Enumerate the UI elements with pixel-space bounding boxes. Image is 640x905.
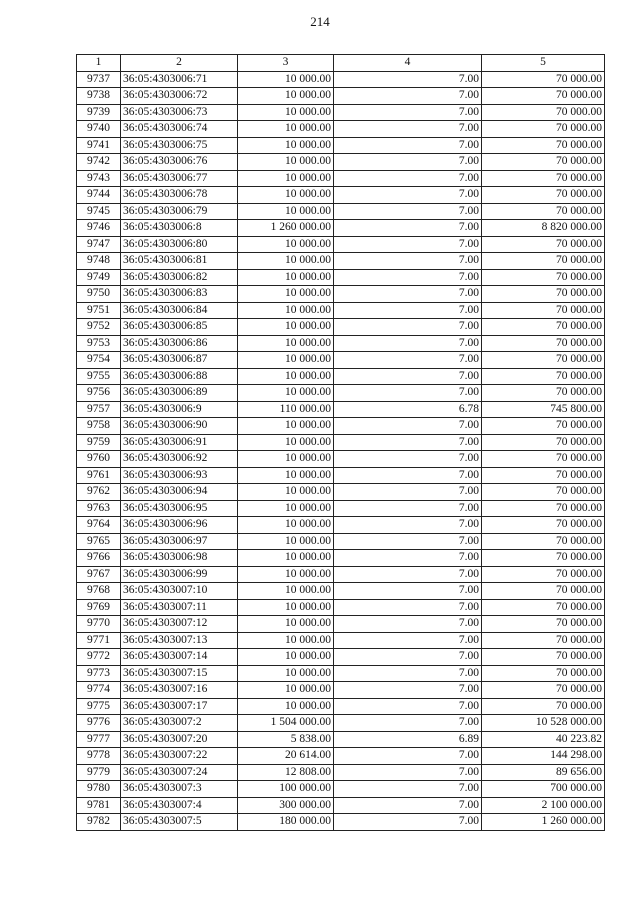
table-row [77,121,605,138]
column-5-cell: 70 000.00 [482,434,605,451]
row-number-cell: 9779 [77,764,121,781]
table-row [77,517,605,534]
table-row [77,649,605,666]
column-3-cell: 10 000.00 [238,550,334,567]
column-5-cell: 70 000.00 [482,649,605,666]
cadastral-number-cell: 36:05:4303006:76 [121,154,238,171]
column-3-cell: 100 000.00 [238,781,334,798]
column-3-cell: 5 838.00 [238,731,334,748]
cadastral-number-cell: 36:05:4303006:82 [121,269,238,286]
column-5-cell: 70 000.00 [482,302,605,319]
column-3-cell: 10 000.00 [238,203,334,220]
column-3-cell: 10 000.00 [238,236,334,253]
row-number-cell: 9778 [77,748,121,765]
table-row [77,88,605,105]
column-4-cell: 7.00 [334,104,482,121]
column-4-cell: 7.00 [334,170,482,187]
table-row [77,698,605,715]
cadastral-number-cell: 36:05:4303006:93 [121,467,238,484]
cadastral-number-cell: 36:05:4303007:5 [121,814,238,831]
table-row [77,616,605,633]
table-row [77,632,605,649]
row-number-cell: 9749 [77,269,121,286]
column-5-cell: 745 800.00 [482,401,605,418]
cadastral-number-cell: 36:05:4303006:92 [121,451,238,468]
table-row [77,302,605,319]
column-4-cell: 7.00 [334,319,482,336]
table-row [77,715,605,732]
column-3-cell: 10 000.00 [238,599,334,616]
row-number-cell: 9756 [77,385,121,402]
column-5-cell: 70 000.00 [482,71,605,88]
table-row [77,203,605,220]
column-3-cell: 10 000.00 [238,253,334,270]
column-4-cell: 7.00 [334,368,482,385]
column-3-cell: 10 000.00 [238,632,334,649]
column-5-cell: 70 000.00 [482,665,605,682]
row-number-cell: 9768 [77,583,121,600]
row-number-cell: 9740 [77,121,121,138]
table-row [77,781,605,798]
column-5-cell: 70 000.00 [482,599,605,616]
column-3-cell: 10 000.00 [238,352,334,369]
cadastral-number-cell: 36:05:4303006:90 [121,418,238,435]
column-3-cell: 10 000.00 [238,434,334,451]
column-3-cell: 10 000.00 [238,566,334,583]
row-number-cell: 9746 [77,220,121,237]
table-row [77,550,605,567]
column-3-cell: 10 000.00 [238,517,334,534]
table-row [77,665,605,682]
column-header-1: 1 [77,55,121,72]
column-3-cell: 10 000.00 [238,286,334,303]
row-number-cell: 9770 [77,616,121,633]
cadastral-number-cell: 36:05:4303006:73 [121,104,238,121]
column-4-cell: 7.00 [334,550,482,567]
cadastral-number-cell: 36:05:4303006:99 [121,566,238,583]
table-row [77,385,605,402]
row-number-cell: 9775 [77,698,121,715]
cadastral-number-cell: 36:05:4303006:86 [121,335,238,352]
column-5-cell: 70 000.00 [482,550,605,567]
table-row [77,154,605,171]
column-3-cell: 1 260 000.00 [238,220,334,237]
table-row [77,401,605,418]
column-4-cell: 7.00 [334,302,482,319]
column-4-cell: 7.00 [334,500,482,517]
cadastral-number-cell: 36:05:4303006:80 [121,236,238,253]
column-3-cell: 10 000.00 [238,418,334,435]
table-row [77,170,605,187]
table-row [77,137,605,154]
column-3-cell: 1 504 000.00 [238,715,334,732]
row-number-cell: 9753 [77,335,121,352]
column-3-cell: 10 000.00 [238,451,334,468]
row-number-cell: 9738 [77,88,121,105]
cadastral-number-cell: 36:05:4303006:83 [121,286,238,303]
column-5-cell: 70 000.00 [482,319,605,336]
table-row [77,533,605,550]
row-number-cell: 9782 [77,814,121,831]
row-number-cell: 9765 [77,533,121,550]
table-row [77,500,605,517]
column-3-cell: 10 000.00 [238,137,334,154]
column-4-cell: 7.00 [334,203,482,220]
column-4-cell: 7.00 [334,566,482,583]
cadastral-number-cell: 36:05:4303006:96 [121,517,238,534]
column-4-cell: 7.00 [334,616,482,633]
column-4-cell: 7.00 [334,253,482,270]
table-row [77,797,605,814]
column-5-cell: 70 000.00 [482,484,605,501]
cadastral-number-cell: 36:05:4303007:15 [121,665,238,682]
column-4-cell: 7.00 [334,599,482,616]
column-4-cell: 7.00 [334,187,482,204]
column-5-cell: 70 000.00 [482,335,605,352]
row-number-cell: 9751 [77,302,121,319]
table-row [77,335,605,352]
column-4-cell: 7.00 [334,236,482,253]
column-3-cell: 10 000.00 [238,385,334,402]
table-row [77,451,605,468]
cadastral-number-cell: 36:05:4303006:77 [121,170,238,187]
cadastral-number-cell: 36:05:4303006:85 [121,319,238,336]
row-number-cell: 9748 [77,253,121,270]
table-row [77,253,605,270]
column-5-cell: 2 100 000.00 [482,797,605,814]
row-number-cell: 9760 [77,451,121,468]
row-number-cell: 9744 [77,187,121,204]
column-header-2: 2 [121,55,238,72]
row-number-cell: 9764 [77,517,121,534]
row-number-cell: 9766 [77,550,121,567]
cadastral-number-cell: 36:05:4303007:14 [121,649,238,666]
column-5-cell: 70 000.00 [482,583,605,600]
column-5-cell: 8 820 000.00 [482,220,605,237]
cadastral-number-cell: 36:05:4303006:81 [121,253,238,270]
column-5-cell: 70 000.00 [482,368,605,385]
column-header-4: 4 [334,55,482,72]
table-header-row [77,55,605,72]
cadastral-number-cell: 36:05:4303006:8 [121,220,238,237]
column-3-cell: 10 000.00 [238,71,334,88]
table-row [77,764,605,781]
cadastral-number-cell: 36:05:4303007:12 [121,616,238,633]
cadastral-number-cell: 36:05:4303006:78 [121,187,238,204]
cadastral-number-cell: 36:05:4303006:91 [121,434,238,451]
column-5-cell: 70 000.00 [482,236,605,253]
table-row [77,484,605,501]
column-4-cell: 7.00 [334,418,482,435]
cadastral-number-cell: 36:05:4303007:3 [121,781,238,798]
row-number-cell: 9750 [77,286,121,303]
column-5-cell: 70 000.00 [482,500,605,517]
table-row [77,236,605,253]
table-row [77,583,605,600]
cadastral-number-cell: 36:05:4303007:13 [121,632,238,649]
column-5-cell: 70 000.00 [482,451,605,468]
column-3-cell: 10 000.00 [238,269,334,286]
column-3-cell: 10 000.00 [238,187,334,204]
column-3-cell: 12 808.00 [238,764,334,781]
column-3-cell: 110 000.00 [238,401,334,418]
column-3-cell: 10 000.00 [238,170,334,187]
cadastral-number-cell: 36:05:4303006:89 [121,385,238,402]
table-row [77,814,605,831]
cadastral-number-cell: 36:05:4303006:94 [121,484,238,501]
table-row [77,566,605,583]
column-4-cell: 7.00 [334,88,482,105]
table-row [77,220,605,237]
column-5-cell: 40 223.82 [482,731,605,748]
cadastral-number-cell: 36:05:4303007:10 [121,583,238,600]
column-5-cell: 89 656.00 [482,764,605,781]
cadastral-number-cell: 36:05:4303007:2 [121,715,238,732]
column-4-cell: 7.00 [334,583,482,600]
column-4-cell: 7.00 [334,352,482,369]
column-3-cell: 10 000.00 [238,665,334,682]
column-5-cell: 1 260 000.00 [482,814,605,831]
column-4-cell: 7.00 [334,764,482,781]
column-4-cell: 7.00 [334,797,482,814]
table-row [77,434,605,451]
column-5-cell: 70 000.00 [482,632,605,649]
column-3-cell: 10 000.00 [238,616,334,633]
column-4-cell: 7.00 [334,154,482,171]
column-5-cell: 144 298.00 [482,748,605,765]
column-3-cell: 10 000.00 [238,467,334,484]
column-4-cell: 7.00 [334,434,482,451]
column-header-5: 5 [482,55,605,72]
column-3-cell: 10 000.00 [238,335,334,352]
row-number-cell: 9774 [77,682,121,699]
column-5-cell: 70 000.00 [482,154,605,171]
row-number-cell: 9758 [77,418,121,435]
row-number-cell: 9771 [77,632,121,649]
row-number-cell: 9742 [77,154,121,171]
column-4-cell: 7.00 [334,533,482,550]
table-row [77,187,605,204]
column-header-3: 3 [238,55,334,72]
column-5-cell: 70 000.00 [482,385,605,402]
cadastral-number-cell: 36:05:4303007:11 [121,599,238,616]
column-5-cell: 70 000.00 [482,187,605,204]
table-row [77,418,605,435]
column-4-cell: 7.00 [334,698,482,715]
column-3-cell: 10 000.00 [238,319,334,336]
data-table [76,54,605,831]
cadastral-number-cell: 36:05:4303006:75 [121,137,238,154]
row-number-cell: 9754 [77,352,121,369]
row-number-cell: 9772 [77,649,121,666]
column-5-cell: 70 000.00 [482,203,605,220]
column-4-cell: 7.00 [334,748,482,765]
cadastral-number-cell: 36:05:4303006:79 [121,203,238,220]
row-number-cell: 9776 [77,715,121,732]
row-number-cell: 9761 [77,467,121,484]
table-body [77,71,605,830]
column-3-cell: 10 000.00 [238,121,334,138]
column-5-cell: 70 000.00 [482,352,605,369]
table-row [77,352,605,369]
column-3-cell: 10 000.00 [238,302,334,319]
column-5-cell: 70 000.00 [482,566,605,583]
column-4-cell: 7.00 [334,121,482,138]
column-5-cell: 70 000.00 [482,170,605,187]
column-4-cell: 7.00 [334,665,482,682]
cadastral-number-cell: 36:05:4303006:84 [121,302,238,319]
table-row [77,467,605,484]
column-4-cell: 7.00 [334,649,482,666]
cadastral-number-cell: 36:05:4303006:98 [121,550,238,567]
column-5-cell: 70 000.00 [482,418,605,435]
table-row [77,319,605,336]
column-4-cell: 7.00 [334,484,482,501]
row-number-cell: 9755 [77,368,121,385]
column-5-cell: 70 000.00 [482,467,605,484]
column-3-cell: 300 000.00 [238,797,334,814]
column-4-cell: 7.00 [334,385,482,402]
table-row [77,682,605,699]
column-5-cell: 70 000.00 [482,286,605,303]
column-5-cell: 70 000.00 [482,682,605,699]
column-5-cell: 70 000.00 [482,137,605,154]
row-number-cell: 9777 [77,731,121,748]
column-3-cell: 180 000.00 [238,814,334,831]
column-4-cell: 7.00 [334,682,482,699]
column-4-cell: 7.00 [334,335,482,352]
cadastral-number-cell: 36:05:4303006:74 [121,121,238,138]
column-4-cell: 7.00 [334,632,482,649]
cadastral-number-cell: 36:05:4303007:20 [121,731,238,748]
cadastral-number-cell: 36:05:4303007:17 [121,698,238,715]
table-row [77,71,605,88]
cadastral-number-cell: 36:05:4303006:87 [121,352,238,369]
table-row [77,104,605,121]
row-number-cell: 9769 [77,599,121,616]
column-3-cell: 10 000.00 [238,533,334,550]
table-row [77,731,605,748]
column-5-cell: 70 000.00 [482,533,605,550]
column-4-cell: 7.00 [334,220,482,237]
row-number-cell: 9745 [77,203,121,220]
cadastral-number-cell: 36:05:4303007:24 [121,764,238,781]
cadastral-number-cell: 36:05:4303006:95 [121,500,238,517]
column-4-cell: 6.78 [334,401,482,418]
row-number-cell: 9759 [77,434,121,451]
column-3-cell: 10 000.00 [238,484,334,501]
column-3-cell: 10 000.00 [238,154,334,171]
table-row [77,286,605,303]
row-number-cell: 9767 [77,566,121,583]
row-number-cell: 9739 [77,104,121,121]
column-4-cell: 7.00 [334,71,482,88]
row-number-cell: 9743 [77,170,121,187]
table-row [77,368,605,385]
row-number-cell: 9762 [77,484,121,501]
column-4-cell: 7.00 [334,269,482,286]
table-row [77,748,605,765]
column-5-cell: 70 000.00 [482,88,605,105]
cadastral-number-cell: 36:05:4303006:71 [121,71,238,88]
cadastral-number-cell: 36:05:4303007:16 [121,682,238,699]
page-number: 214 [310,14,330,29]
column-3-cell: 10 000.00 [238,583,334,600]
column-5-cell: 70 000.00 [482,121,605,138]
cadastral-number-cell: 36:05:4303006:97 [121,533,238,550]
column-4-cell: 7.00 [334,814,482,831]
row-number-cell: 9763 [77,500,121,517]
row-number-cell: 9781 [77,797,121,814]
column-5-cell: 700 000.00 [482,781,605,798]
column-4-cell: 7.00 [334,781,482,798]
column-4-cell: 7.00 [334,715,482,732]
column-4-cell: 7.00 [334,137,482,154]
column-5-cell: 70 000.00 [482,253,605,270]
column-5-cell: 70 000.00 [482,104,605,121]
row-number-cell: 9780 [77,781,121,798]
column-4-cell: 7.00 [334,467,482,484]
row-number-cell: 9747 [77,236,121,253]
column-5-cell: 70 000.00 [482,517,605,534]
column-3-cell: 10 000.00 [238,649,334,666]
column-4-cell: 6.89 [334,731,482,748]
cadastral-number-cell: 36:05:4303006:72 [121,88,238,105]
column-5-cell: 70 000.00 [482,616,605,633]
cadastral-number-cell: 36:05:4303006:88 [121,368,238,385]
row-number-cell: 9741 [77,137,121,154]
table-row [77,599,605,616]
column-3-cell: 10 000.00 [238,104,334,121]
column-3-cell: 10 000.00 [238,500,334,517]
row-number-cell: 9752 [77,319,121,336]
column-3-cell: 20 614.00 [238,748,334,765]
column-3-cell: 10 000.00 [238,698,334,715]
row-number-cell: 9737 [77,71,121,88]
column-5-cell: 70 000.00 [482,269,605,286]
column-3-cell: 10 000.00 [238,368,334,385]
column-4-cell: 7.00 [334,286,482,303]
row-number-cell: 9757 [77,401,121,418]
column-3-cell: 10 000.00 [238,682,334,699]
column-5-cell: 70 000.00 [482,698,605,715]
column-4-cell: 7.00 [334,517,482,534]
cadastral-number-cell: 36:05:4303007:22 [121,748,238,765]
column-5-cell: 10 528 000.00 [482,715,605,732]
column-4-cell: 7.00 [334,451,482,468]
column-3-cell: 10 000.00 [238,88,334,105]
table-row [77,269,605,286]
cadastral-number-cell: 36:05:4303006:9 [121,401,238,418]
cadastral-number-cell: 36:05:4303007:4 [121,797,238,814]
row-number-cell: 9773 [77,665,121,682]
